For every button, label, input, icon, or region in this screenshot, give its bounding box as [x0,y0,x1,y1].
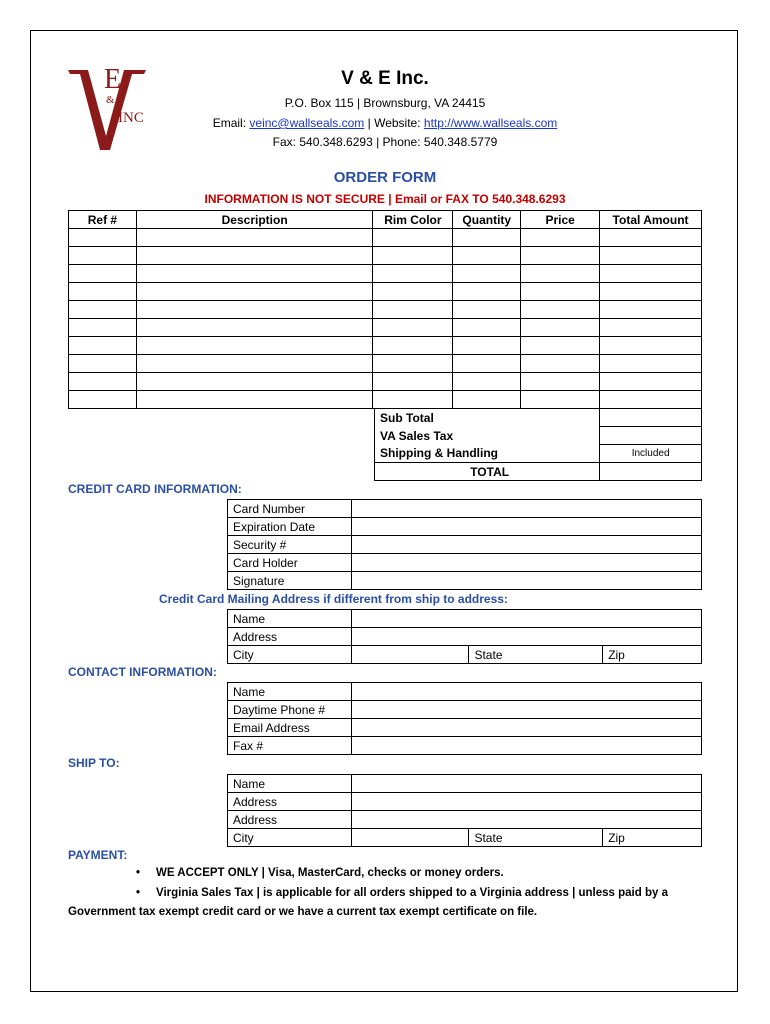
ship-city-row [228,829,702,847]
price-cell[interactable] [521,229,600,247]
quantity-cell[interactable] [453,391,521,409]
ref-cell[interactable] [69,301,137,319]
totals-table [374,408,702,481]
rim-color-cell[interactable] [373,337,453,355]
mailing-name-row [228,610,702,628]
rim-color-cell[interactable] [373,391,453,409]
header-total-amount: Total Amount [600,211,702,229]
price-cell[interactable] [521,265,600,283]
logo-letter-e: E [104,64,122,95]
contact-field-label: Name [228,683,352,701]
mailing-city-input[interactable] [351,646,469,664]
quantity-cell[interactable] [453,283,521,301]
mailing-address-input[interactable] [351,628,701,646]
ref-cell[interactable] [69,247,137,265]
security-warning: INFORMATION IS NOT SECURE | Email or FAX TO 540.348.6293 [204,192,566,206]
total-amount-cell[interactable] [600,355,702,373]
va-tax-label: VA Sales Tax [375,427,600,445]
ref-cell[interactable] [69,283,137,301]
ship-name-input[interactable] [351,775,701,793]
description-cell[interactable] [136,247,373,265]
total-amount-cell[interactable] [600,319,702,337]
contact-field-row [228,719,702,737]
credit-card-field-label: Card Holder [228,554,352,572]
rim-color-cell[interactable] [373,319,453,337]
total-amount-cell[interactable] [600,229,702,247]
order-row [69,247,702,265]
contact-info-table [227,682,702,755]
credit-card-field-input[interactable] [351,518,701,536]
header-price: Price [521,211,600,229]
ship-address1-input[interactable] [351,793,701,811]
ship-state-label[interactable]: State [469,829,603,847]
contact-field-input[interactable] [351,701,701,719]
mailing-city-label: City [228,646,352,664]
po-box-line: P.O. Box 115 | Brownsburg, VA 24415 [284,96,486,110]
total-amount-cell[interactable] [600,247,702,265]
contact-field-row [228,701,702,719]
price-cell[interactable] [521,355,600,373]
ship-to-table [227,774,702,847]
quantity-cell[interactable] [453,355,521,373]
payment-bullet-2 [136,887,706,899]
va-tax-row [375,427,702,445]
ship-address1-row [228,793,702,811]
credit-card-field-row [228,572,702,590]
mailing-zip-label[interactable]: Zip [603,646,702,664]
price-cell[interactable] [521,247,600,265]
order-header-row [69,211,702,229]
quantity-cell[interactable] [453,319,521,337]
order-row [69,355,702,373]
ship-city-input[interactable] [351,829,469,847]
order-row [69,301,702,319]
price-cell[interactable] [521,391,600,409]
credit-card-heading: CREDIT CARD INFORMATION: [68,482,242,496]
logo-ampersand: & [106,94,115,106]
shipping-value: Included [600,445,702,463]
credit-card-field-label: Security # [228,536,352,554]
email-website-line [0,116,770,130]
header-description: Description [136,211,373,229]
credit-card-field-label: Card Number [228,500,352,518]
header-rim-color: Rim Color [373,211,453,229]
mailing-name-label: Name [228,610,352,628]
ship-to-heading: SHIP TO: [68,756,120,770]
total-amount-cell[interactable] [600,337,702,355]
order-row [69,391,702,409]
quantity-cell[interactable] [453,229,521,247]
credit-card-field-input[interactable] [351,572,701,590]
order-row [69,373,702,391]
credit-card-field-input[interactable] [351,500,701,518]
mailing-state-label[interactable]: State [469,646,603,664]
rim-color-cell[interactable] [373,301,453,319]
total-amount-cell[interactable] [600,373,702,391]
mailing-address-heading: Credit Card Mailing Address if different from ship to address: [159,592,508,606]
payment-bullet-1 [136,867,504,879]
price-cell[interactable] [521,301,600,319]
shipping-row [375,445,702,463]
rim-color-cell[interactable] [373,265,453,283]
credit-card-field-row [228,500,702,518]
contact-field-label: Fax # [228,737,352,755]
rim-color-cell[interactable] [373,283,453,301]
order-row [69,337,702,355]
description-cell[interactable] [136,283,373,301]
rim-color-cell[interactable] [373,373,453,391]
description-cell[interactable] [136,355,373,373]
credit-card-field-label: Signature [228,572,352,590]
ref-cell[interactable] [69,337,137,355]
description-cell[interactable] [136,391,373,409]
header-ref: Ref # [69,211,137,229]
ship-name-label: Name [228,775,352,793]
ship-city-label: City [228,829,352,847]
quantity-cell[interactable] [453,265,521,283]
company-name: V & E Inc. [341,68,429,89]
subtotal-label: Sub Total [375,409,600,427]
ship-address2-input[interactable] [351,811,701,829]
credit-card-field-row [228,518,702,536]
total-amount-cell[interactable] [600,391,702,409]
ship-name-row [228,775,702,793]
ref-cell[interactable] [69,355,137,373]
mailing-address-label: Address [228,628,352,646]
price-cell[interactable] [521,319,600,337]
rim-color-cell[interactable] [373,247,453,265]
form-title: ORDER FORM [333,169,437,186]
credit-card-field-label: Expiration Date [228,518,352,536]
description-cell[interactable] [136,337,373,355]
price-cell[interactable] [521,283,600,301]
contact-field-input[interactable] [351,719,701,737]
description-cell[interactable] [136,301,373,319]
credit-card-field-row [228,554,702,572]
quantity-cell[interactable] [453,373,521,391]
total-label: TOTAL [375,463,600,481]
shipping-label: Shipping & Handling [375,445,600,463]
contact-field-input[interactable] [351,683,701,701]
ship-address2-label: Address [228,811,352,829]
contact-field-label: Daytime Phone # [228,701,352,719]
credit-card-table [227,499,702,590]
website-label: | Website: [364,116,424,130]
order-row [69,283,702,301]
credit-card-field-input[interactable] [351,554,701,572]
quantity-cell[interactable] [453,247,521,265]
price-cell[interactable] [521,337,600,355]
order-row [69,319,702,337]
quantity-cell[interactable] [453,337,521,355]
total-row [375,463,702,481]
subtotal-row [375,409,702,427]
contact-field-input[interactable] [351,737,701,755]
description-cell[interactable] [136,373,373,391]
email-label: Email: [212,116,250,130]
fax-phone-line: Fax: 540.348.6293 | Phone: 540.348.5779 [272,135,498,149]
contact-field-label: Email Address [228,719,352,737]
payment-bullet-1-text: WE ACCEPT ONLY | Visa, MasterCard, checks or money orders. [156,867,504,879]
order-table [68,210,702,409]
quantity-cell[interactable] [453,301,521,319]
ref-cell[interactable] [69,265,137,283]
bullet-icon: • [136,887,141,899]
ref-cell[interactable] [69,229,137,247]
total-amount-cell[interactable] [600,283,702,301]
ref-cell[interactable] [69,373,137,391]
description-cell[interactable] [136,319,373,337]
bullet-icon: • [136,867,141,879]
contact-field-row [228,737,702,755]
va-tax-value[interactable] [600,427,702,445]
rim-color-cell[interactable] [373,229,453,247]
mailing-name-input[interactable] [351,610,701,628]
header-quantity: Quantity [453,211,521,229]
ship-address1-label: Address [228,793,352,811]
total-value[interactable] [600,463,702,481]
email-link[interactable]: veinc@wallseals.com [249,116,365,130]
payment-bullet-2-continued: Government tax exempt credit card or we have a current tax exempt certificate on file. [68,906,538,918]
ref-cell[interactable] [69,319,137,337]
total-amount-cell[interactable] [600,301,702,319]
description-cell[interactable] [136,229,373,247]
logo-letters-inc: INC [118,110,144,126]
rim-color-cell[interactable] [373,355,453,373]
order-row [69,265,702,283]
order-row [69,229,702,247]
mailing-address-row [228,628,702,646]
credit-card-field-input[interactable] [351,536,701,554]
credit-card-field-row [228,536,702,554]
subtotal-value[interactable] [600,409,702,427]
total-amount-cell[interactable] [600,265,702,283]
ship-zip-label[interactable]: Zip [603,829,702,847]
payment-heading: PAYMENT: [68,848,128,862]
description-cell[interactable] [136,265,373,283]
mailing-city-row [228,646,702,664]
price-cell[interactable] [521,373,600,391]
ref-cell[interactable] [69,391,137,409]
ship-address2-row [228,811,702,829]
payment-bullet-2-text: Virginia Sales Tax | is applicable for all orders shipped to a Virginia address | unless paid by a [156,887,668,899]
mailing-address-table [227,609,702,664]
contact-field-row [228,683,702,701]
contact-info-heading: CONTACT INFORMATION: [68,665,217,679]
website-link[interactable]: http://www.wallseals.com [423,116,558,130]
